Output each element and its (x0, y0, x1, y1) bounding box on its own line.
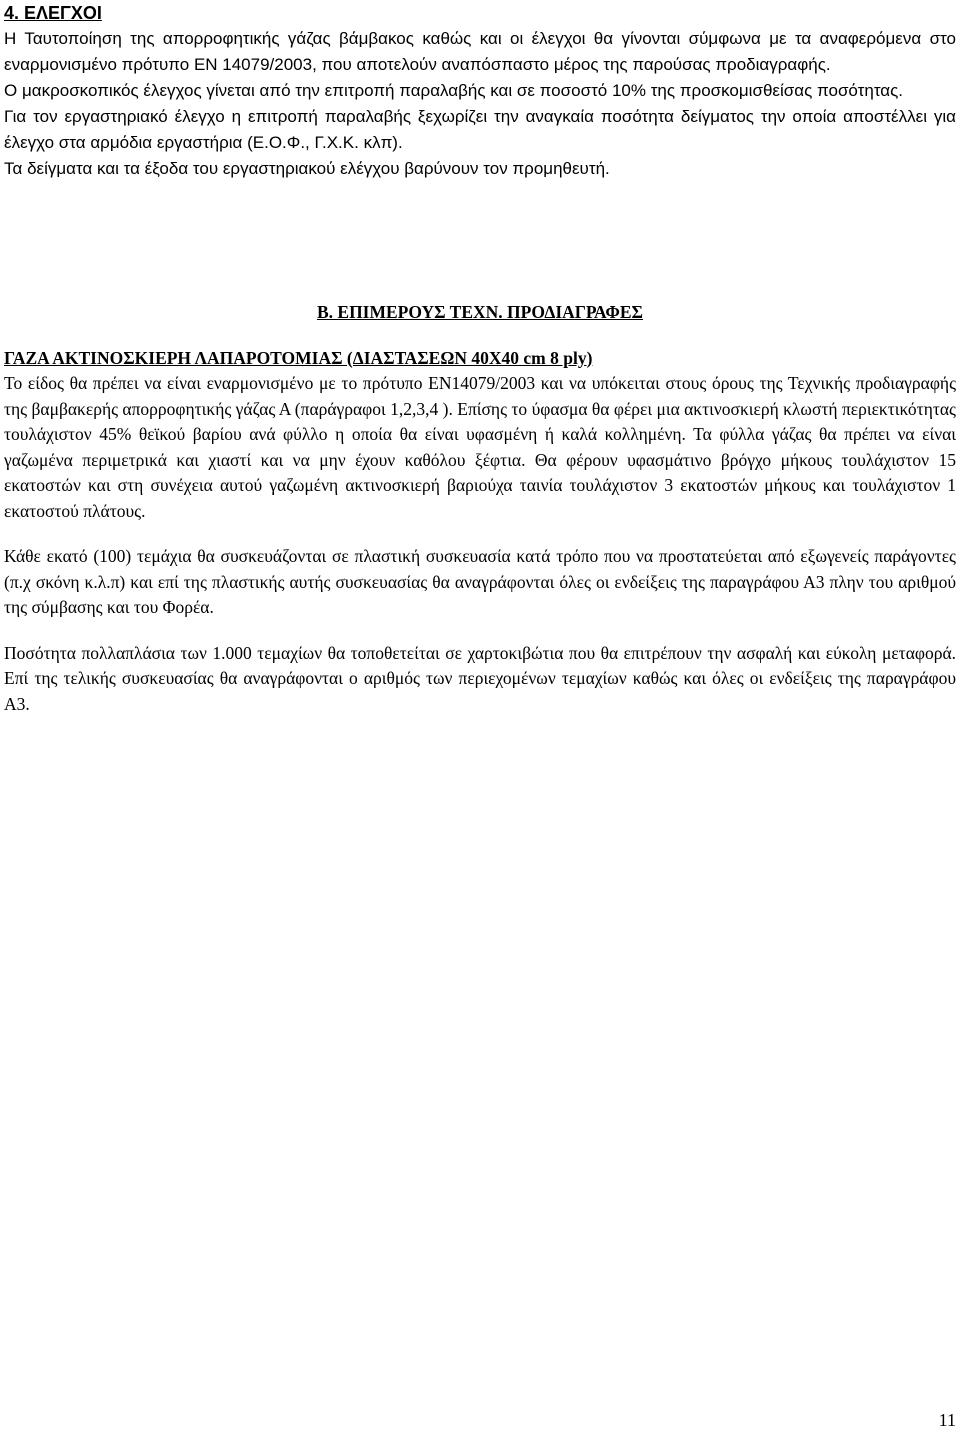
page-number: 11 (938, 1410, 956, 1430)
paragraph-packaging: Κάθε εκατό (100) τεμάχια θα συσκευάζονται σε πλαστική συσκευασία κατά τρόπο που να προστατεύεται από εξωγενείς παράγοντες (π.χ σκόνη κ.λ.π) και επί της πλαστικής αυτής συσκευασίας θα αναγράφονται όλες οι ενδείξεις της παραγράφου Α3 πλην του αριθμού της σύμβασης και του Φορέα. (4, 546, 956, 617)
paragraph-lab-check: Για τον εργαστηριακό έλεγχο η επιτροπή παραλαβής ξεχωρίζει την αναγκαία ποσότητα δείγματος την οποία αποστέλλει για έλεγχο στα αρμόδια εργαστήρια (Ε.Ο.Φ., Γ.Χ.Κ. κλπ). (4, 107, 956, 152)
paragraph-bulk-packaging: Ποσότητα πολλαπλάσια των 1.000 τεμαχίων θα τοποθετείται σε χαρτοκιβώτια που θα επιτρέπουν την ασφαλή και εύκολη μεταφορά. Επί της τελικής συσκευασίας θα αναγράφονται ο αριθμός των περιεχομένων τεμαχίων καθώς και όλες οι ενδείξεις της παραγράφου Α3. (4, 642, 956, 714)
paragraph-macroscopic-check: Ο μακροσκοπικός έλεγχος γίνεται από την επιτροπή παραλαβής και σε ποσοστό 10% της προσκομισθείσας ποσότητας. (4, 81, 904, 100)
product-subheading: ΓΑΖΑ ΑΚΤΙΝΟΣΚΙΕΡΗ ΛΑΠΑΡΟΤΟΜΙΑΣ (ΔΙΑΣΤΑΣΕΩΝ 40Χ40 cm 8 ply) (4, 347, 593, 368)
paragraph-product-spec: Το είδος θα πρέπει να είναι εναρμονισμένο με το πρότυπο ΕΝ14079/2003 και να υπόκειται στους όρους της Τεχνικής προδιαγραφής της βαμβακερής απορροφητικής γάζας Α (παράγραφοι 1,2,3,4 ). Επίσης το ύφασμα θα φέρει μια ακτινοσκιερή κλωστή περιεκτικότητας τουλάχιστον 45% θεϊκού βαρίου ανά φύλλο η οποία θα είναι υφασμένη ή καλά κολλημένη. Τα φύλλα γάζας θα πρέπει να είναι γαζωμένα περιμετρικά και χιαστί και να μην έχουν καθόλου ξέφτια. Θα φέρουν υφασμάτινο βρόγχο μήκους τουλάχιστον 15 εκατοστών και στη συνέχεια αυτού γαζωμένη ακτινοσκιερή βαριούχα ταινία τουλάχιστον 3 εκατοστών μήκους και τουλάχιστον 1 εκατοστού πλάτους. (4, 373, 956, 521)
section-4-heading: 4. ΕΛΕΓΧΟΙ (4, 3, 102, 23)
section-specific-specs (4, 300, 956, 717)
paragraph-identification: Η Ταυτοποίηση της απορροφητικής γάζας βάμβακος καθώς και οι έλεγχοι θα γίνονται σύμφωνα με τα αναφερόμενα στο εναρμονισμένο πρότυπο ΕΝ 14079/2003, που αποτελούν αναπόσπαστο μέρος της παρούσας προδιαγραφής. (4, 29, 956, 74)
paragraph-samples-cost: Τα δείγματα και τα έξοδα του εργαστηριακού ελέγχου βαρύνουν τον προμηθευτή. (4, 159, 610, 178)
section-b-heading: Β. ΕΠΙΜΕΡΟΥΣ ΤΕΧΝ. ΠΡΟΔΙΑΓΡΑΦΕΣ (316, 302, 644, 322)
section-controls (4, 0, 956, 182)
